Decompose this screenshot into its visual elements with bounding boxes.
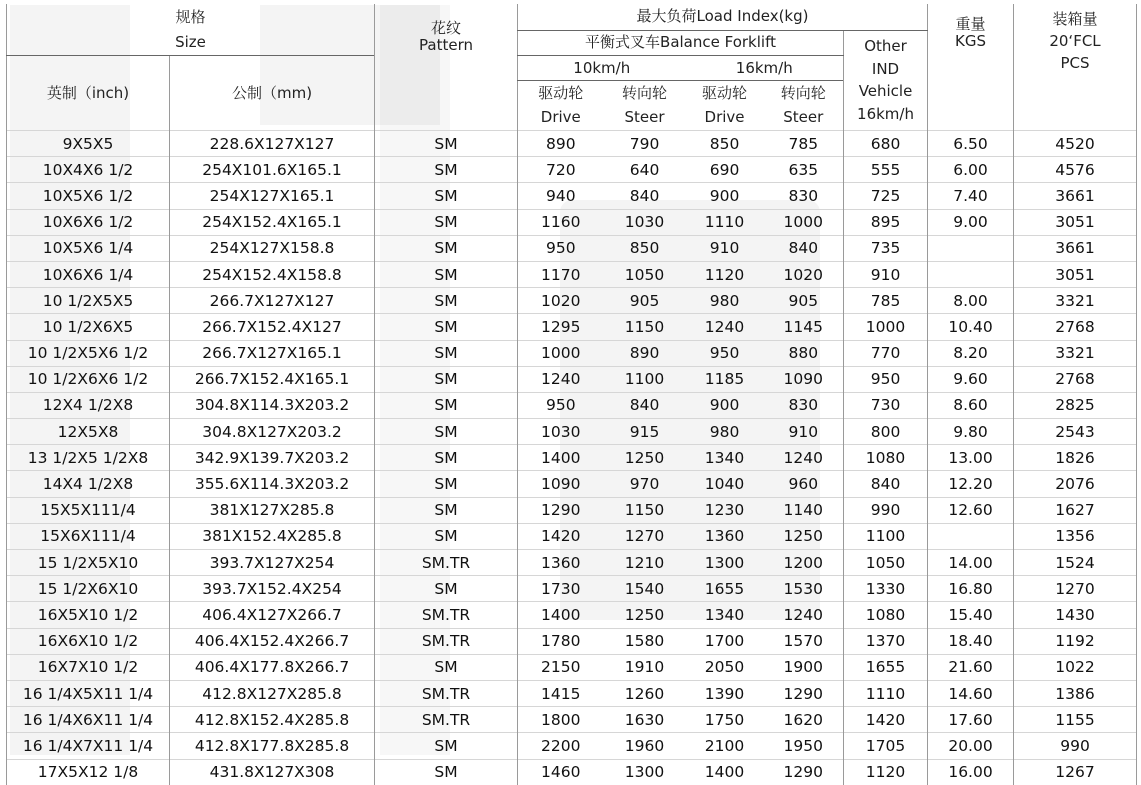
drive-16-load-cell: 1700 [686,628,764,654]
drive-16-load-cell: 980 [686,419,764,445]
quantity-cell: 3051 [1014,209,1137,235]
steer-10-load-cell: 840 [604,183,686,209]
steer-16-load-cell: 1240 [764,445,844,471]
drive-10-header-en: Drive [518,106,604,131]
drive-16-load-cell: 1400 [686,759,764,785]
drive-16-header-en: Drive [704,108,745,127]
table-row [7,261,1137,287]
inch-size-cell: 10X4X6 1/2 [7,157,170,183]
load-index-header: 最大负荷Load Index(kg) [518,4,928,30]
steer-10-load-cell: 1050 [604,261,686,287]
pattern-cell: SM [375,576,518,602]
table-row [7,445,1137,471]
table-row [7,733,1137,759]
steer-10-load-cell: 1210 [604,550,686,576]
table-row [7,366,1137,392]
drive-16-load-cell: 1360 [686,523,764,549]
drive-16-load-cell: 1110 [686,209,764,235]
inch-size-cell: 16X5X10 1/2 [7,602,170,628]
quantity-cell: 1155 [1014,707,1137,733]
pattern-cell: SM [375,759,518,785]
other-vehicle-load-cell: 1110 [844,680,928,706]
pattern-cell: SM [375,419,518,445]
drive-10-load-cell: 1160 [518,209,604,235]
pattern-cell: SM [375,314,518,340]
weight-cell: 6.50 [928,131,1014,157]
steer-10-load-cell: 1260 [604,680,686,706]
drive-10-load-cell: 1170 [518,261,604,287]
drive-16-load-cell: 1040 [686,471,764,497]
other-vehicle-load-cell: 770 [844,340,928,366]
other-vehicle-load-cell: 990 [844,497,928,523]
other-vehicle-load-cell: 895 [844,209,928,235]
steer-16-load-cell: 1140 [764,497,844,523]
steer-10-load-cell: 1150 [604,497,686,523]
mm-size-cell: 254X101.6X165.1 [170,157,375,183]
steer-16-load-cell: 1200 [764,550,844,576]
inch-size-cell: 15 1/2X6X10 [7,576,170,602]
weight-cell: 8.00 [928,288,1014,314]
mm-size-cell: 431.8X127X308 [170,759,375,785]
mm-header: 公制（mm) [170,56,375,131]
steer-16-load-cell: 1290 [764,759,844,785]
steer-16-load-cell: 1145 [764,314,844,340]
other-vehicle-load-cell: 1705 [844,733,928,759]
inch-size-cell: 16 1/4X5X11 1/4 [7,680,170,706]
inch-size-cell: 15 1/2X5X10 [7,550,170,576]
steer-16-load-cell: 1250 [764,523,844,549]
weight-cell: 14.60 [928,680,1014,706]
quantity-cell: 1386 [1014,680,1137,706]
pattern-cell: SM.TR [375,628,518,654]
steer-16-load-cell: 1950 [764,733,844,759]
steer-10-load-cell: 640 [604,157,686,183]
drive-10-load-cell: 950 [518,235,604,261]
weight-cell: 7.40 [928,183,1014,209]
pattern-cell: SM.TR [375,602,518,628]
steer-10-load-cell: 1540 [604,576,686,602]
other-vehicle-load-cell: 1120 [844,759,928,785]
pattern-cell: SM.TR [375,550,518,576]
steer-10-load-cell: 1250 [604,602,686,628]
mm-size-cell: 355.6X114.3X203.2 [170,471,375,497]
drive-10-load-cell: 1460 [518,759,604,785]
weight-cell [928,523,1014,549]
drive-10-load-cell: 1420 [518,523,604,549]
steer-16-load-cell: 1290 [764,680,844,706]
other-vehicle-load-cell: 1420 [844,707,928,733]
weight-cell: 20.00 [928,733,1014,759]
steer-10-load-cell: 1580 [604,628,686,654]
pattern-cell: SM [375,261,518,287]
drive-10-load-cell: 1400 [518,602,604,628]
other-vehicle-load-cell: 735 [844,235,928,261]
inch-size-cell: 12X4 1/2X8 [7,392,170,418]
quantity-cell: 4576 [1014,157,1137,183]
drive-10-load-cell: 1800 [518,707,604,733]
quantity-cell: 2825 [1014,392,1137,418]
table-row [7,419,1137,445]
table-row [7,471,1137,497]
inch-size-cell: 10X6X6 1/2 [7,209,170,235]
weight-cell: 9.80 [928,419,1014,445]
drive-16-load-cell: 1340 [686,602,764,628]
quantity-header: 装箱量 20‘FCL PCS [1014,56,1137,131]
quantity-cell: 1524 [1014,550,1137,576]
steer-10-load-cell: 1100 [604,366,686,392]
mm-size-cell: 406.4X177.8X266.7 [170,654,375,680]
steer-16-load-cell: 785 [764,131,844,157]
pattern-cell: SM [375,131,518,157]
speed-10-header: 10km/h [518,56,686,81]
inch-size-cell: 10X6X6 1/4 [7,261,170,287]
steer-10-load-cell: 1300 [604,759,686,785]
drive-10-load-cell: 1415 [518,680,604,706]
weight-cell [928,235,1014,261]
quantity-cell: 2768 [1014,314,1137,340]
mm-size-cell: 254X152.4X158.8 [170,261,375,287]
steer-16-load-cell: 1090 [764,366,844,392]
drive-10-load-cell: 890 [518,131,604,157]
steer-10-load-cell: 840 [604,392,686,418]
pattern-cell: SM [375,183,518,209]
drive-16-load-cell: 1120 [686,261,764,287]
steer-16-load-cell: 830 [764,183,844,209]
quantity-cell: 1192 [1014,628,1137,654]
drive-10-load-cell: 2150 [518,654,604,680]
inch-size-cell: 12X5X8 [7,419,170,445]
table-row [7,628,1137,654]
weight-cell: 8.20 [928,340,1014,366]
drive-16-load-cell: 2100 [686,733,764,759]
drive-16-load-cell: 1750 [686,707,764,733]
drive-16-load-cell: 1390 [686,680,764,706]
drive-10-load-cell: 1000 [518,340,604,366]
pattern-cell: SM [375,288,518,314]
balance-forklift-header: 平衡式叉车Balance Forklift [518,30,844,56]
other-vehicle-load-cell: 1100 [844,523,928,549]
inch-size-cell: 17X5X12 1/8 [7,759,170,785]
mm-size-cell: 228.6X127X127 [170,131,375,157]
weight-cell: 9.60 [928,366,1014,392]
drive-16-load-cell: 910 [686,235,764,261]
drive-16-load-cell: 1230 [686,497,764,523]
quantity-cell: 1826 [1014,445,1137,471]
drive-16-load-cell: 900 [686,392,764,418]
other-vehicle-load-cell: 1080 [844,445,928,471]
other-vehicle-load-cell: 785 [844,288,928,314]
other-vehicle-load-cell: 1655 [844,654,928,680]
table-row [7,523,1137,549]
drive-10-load-cell: 950 [518,392,604,418]
steer-10-load-cell: 1250 [604,445,686,471]
size-header-en: Size [7,30,375,56]
tire-spec-table [6,4,1137,785]
inch-size-cell: 14X4 1/2X8 [7,471,170,497]
steer-16-load-cell: 910 [764,419,844,445]
weight-header: 重量 KGS [928,56,1014,131]
inch-header: 英制（inch) [7,56,170,131]
pattern-cell: SM.TR [375,680,518,706]
inch-size-cell: 13 1/2X5 1/2X8 [7,445,170,471]
quantity-cell: 990 [1014,733,1137,759]
size-header-cn: 规格 [7,4,375,30]
pattern-cell: SM [375,733,518,759]
drive-10-load-cell: 1400 [518,445,604,471]
inch-size-cell: 10 1/2X5X5 [7,288,170,314]
drive-16-load-cell: 950 [686,340,764,366]
other-vehicle-load-cell: 725 [844,183,928,209]
mm-size-cell: 393.7X152.4X254 [170,576,375,602]
table-row [7,392,1137,418]
other-vehicle-load-cell: 1330 [844,576,928,602]
inch-size-cell: 10 1/2X5X6 1/2 [7,340,170,366]
inch-size-cell: 10 1/2X6X5 [7,314,170,340]
mm-size-cell: 254X152.4X165.1 [170,209,375,235]
drive-16-load-cell: 1185 [686,366,764,392]
other-vehicle-load-cell: 1080 [844,602,928,628]
steer-16-load-cell: 960 [764,471,844,497]
table-row [7,235,1137,261]
other-vehicle-load-cell: 730 [844,392,928,418]
table-row [7,314,1137,340]
inch-size-cell: 15X6X111/4 [7,523,170,549]
table-row [7,759,1137,785]
quantity-cell: 2543 [1014,419,1137,445]
drive-10-load-cell: 2200 [518,733,604,759]
table-row [7,157,1137,183]
steer-10-load-cell: 1910 [604,654,686,680]
drive-16-load-cell: 980 [686,288,764,314]
table-row [7,340,1137,366]
mm-size-cell: 412.8X127X285.8 [170,680,375,706]
steer-10-load-cell: 1960 [604,733,686,759]
drive-16-load-cell: 850 [686,131,764,157]
steer-16-load-cell: 1530 [764,576,844,602]
mm-size-cell: 304.8X114.3X203.2 [170,392,375,418]
steer-16-load-cell: 830 [764,392,844,418]
mm-size-cell: 381X152.4X285.8 [170,523,375,549]
steer-10-load-cell: 915 [604,419,686,445]
drive-10-load-cell: 1780 [518,628,604,654]
other-vehicle-load-cell: 680 [844,131,928,157]
drive-16-load-cell: 690 [686,157,764,183]
weight-cell: 10.40 [928,314,1014,340]
quantity-cell: 3321 [1014,288,1137,314]
steer-10-load-cell: 1630 [604,707,686,733]
mm-size-cell: 412.8X177.8X285.8 [170,733,375,759]
steer-16-load-cell: 880 [764,340,844,366]
inch-size-cell: 9X5X5 [7,131,170,157]
drive-16-load-cell: 1300 [686,550,764,576]
steer-16-load-cell: 905 [764,288,844,314]
pattern-cell: SM [375,445,518,471]
steer-16-load-cell: 1900 [764,654,844,680]
other-vehicle-load-cell: 840 [844,471,928,497]
drive-10-load-cell: 1030 [518,419,604,445]
drive-10-header-cn: 驱动轮 [518,81,604,106]
pattern-header: 花纹 Pattern [375,56,518,131]
drive-10-load-cell: 1020 [518,288,604,314]
steer-16-load-cell: 840 [764,235,844,261]
drive-10-load-cell: 1090 [518,471,604,497]
weight-cell: 12.20 [928,471,1014,497]
inch-size-cell: 10X5X6 1/2 [7,183,170,209]
drive-10-load-cell: 1295 [518,314,604,340]
drive-16-load-cell: 1340 [686,445,764,471]
inch-size-cell: 16X6X10 1/2 [7,628,170,654]
drive-10-load-cell: 720 [518,157,604,183]
table-row [7,707,1137,733]
pattern-cell: SM [375,157,518,183]
table-row [7,576,1137,602]
weight-cell: 12.60 [928,497,1014,523]
mm-size-cell: 342.9X139.7X203.2 [170,445,375,471]
other-vehicle-load-cell: 910 [844,261,928,287]
quantity-cell: 3661 [1014,235,1137,261]
drive-16-load-cell: 1240 [686,314,764,340]
weight-cell: 21.60 [928,654,1014,680]
quantity-cell: 1356 [1014,523,1137,549]
steer-16-header-cn: 转向轮 [780,83,826,102]
steer-10-load-cell: 890 [604,340,686,366]
quantity-cell: 3661 [1014,183,1137,209]
mm-size-cell: 266.7X152.4X127 [170,314,375,340]
steer-10-load-cell: 1030 [604,209,686,235]
drive-10-load-cell: 1730 [518,576,604,602]
mm-size-cell: 381X127X285.8 [170,497,375,523]
weight-cell: 13.00 [928,445,1014,471]
drive-16-load-cell: 2050 [686,654,764,680]
quantity-cell: 1627 [1014,497,1137,523]
pattern-cell: SM.TR [375,707,518,733]
drive-10-load-cell: 1240 [518,366,604,392]
pattern-cell: SM [375,523,518,549]
steer-16-load-cell: 1000 [764,209,844,235]
other-vehicle-load-cell: 1050 [844,550,928,576]
speed-16-header: 16km/h [686,56,844,81]
inch-size-cell: 16X7X10 1/2 [7,654,170,680]
mm-size-cell: 254X127X158.8 [170,235,375,261]
steer-16-load-cell: 635 [764,157,844,183]
mm-size-cell: 266.7X127X165.1 [170,340,375,366]
other-vehicle-load-cell: 950 [844,366,928,392]
steer-16-header-en: Steer [783,108,824,127]
steer-10-header-cn: 转向轮 [622,83,668,102]
table-row [7,497,1137,523]
quantity-cell: 1270 [1014,576,1137,602]
pattern-cell: SM [375,497,518,523]
steer-10-load-cell: 905 [604,288,686,314]
weight-cell: 16.80 [928,576,1014,602]
steer-10-load-cell: 1270 [604,523,686,549]
pattern-cell: SM [375,471,518,497]
drive-16-load-cell: 1655 [686,576,764,602]
steer-10-load-cell: 970 [604,471,686,497]
pattern-cell: SM [375,235,518,261]
quantity-cell: 2076 [1014,471,1137,497]
spec-table-body [7,131,1137,785]
inch-size-cell: 10 1/2X6X6 1/2 [7,366,170,392]
other-vehicle-load-cell: 1000 [844,314,928,340]
quantity-cell: 1022 [1014,654,1137,680]
table-row [7,288,1137,314]
weight-cell: 8.60 [928,392,1014,418]
mm-size-cell: 266.7X152.4X165.1 [170,366,375,392]
steer-10-header-en: Steer [624,108,665,127]
steer-16-load-cell: 1620 [764,707,844,733]
table-row [7,209,1137,235]
quantity-cell: 2768 [1014,366,1137,392]
inch-size-cell: 16 1/4X7X11 1/4 [7,733,170,759]
drive-10-load-cell: 940 [518,183,604,209]
steer-10-load-cell: 790 [604,131,686,157]
quantity-cell: 4520 [1014,131,1137,157]
table-row [7,680,1137,706]
table-row [7,131,1137,157]
weight-cell: 15.40 [928,602,1014,628]
other-vehicle-load-cell: 555 [844,157,928,183]
inch-size-cell: 16 1/4X6X11 1/4 [7,707,170,733]
weight-cell: 6.00 [928,157,1014,183]
steer-16-load-cell: 1020 [764,261,844,287]
steer-16-load-cell: 1570 [764,628,844,654]
weight-cell: 14.00 [928,550,1014,576]
weight-cell: 16.00 [928,759,1014,785]
pattern-cell: SM [375,209,518,235]
mm-size-cell: 406.4X152.4X266.7 [170,628,375,654]
steer-16-load-cell: 1240 [764,602,844,628]
pattern-cell: SM [375,340,518,366]
drive-10-load-cell: 1290 [518,497,604,523]
pattern-cell: SM [375,392,518,418]
other-vehicle-load-cell: 1370 [844,628,928,654]
other-vehicle-header: Other IND Vehicle 16km/h [844,30,928,131]
quantity-cell: 1430 [1014,602,1137,628]
pattern-cell: SM [375,654,518,680]
steer-10-load-cell: 1150 [604,314,686,340]
inch-size-cell: 10X5X6 1/4 [7,235,170,261]
weight-cell: 9.00 [928,209,1014,235]
steer-10-load-cell: 850 [604,235,686,261]
pattern-cell: SM [375,366,518,392]
quantity-cell: 3321 [1014,340,1137,366]
mm-size-cell: 393.7X127X254 [170,550,375,576]
mm-size-cell: 412.8X152.4X285.8 [170,707,375,733]
mm-size-cell: 304.8X127X203.2 [170,419,375,445]
mm-size-cell: 254X127X165.1 [170,183,375,209]
other-vehicle-load-cell: 800 [844,419,928,445]
quantity-cell: 1267 [1014,759,1137,785]
table-row [7,183,1137,209]
weight-cell: 18.40 [928,628,1014,654]
drive-16-load-cell: 900 [686,183,764,209]
drive-16-header-cn: 驱动轮 [702,83,748,102]
table-row [7,654,1137,680]
table-row [7,550,1137,576]
weight-cell: 17.60 [928,707,1014,733]
mm-size-cell: 406.4X127X266.7 [170,602,375,628]
table-row [7,602,1137,628]
quantity-cell: 3051 [1014,261,1137,287]
weight-cell [928,261,1014,287]
drive-10-load-cell: 1360 [518,550,604,576]
inch-size-cell: 15X5X111/4 [7,497,170,523]
mm-size-cell: 266.7X127X127 [170,288,375,314]
